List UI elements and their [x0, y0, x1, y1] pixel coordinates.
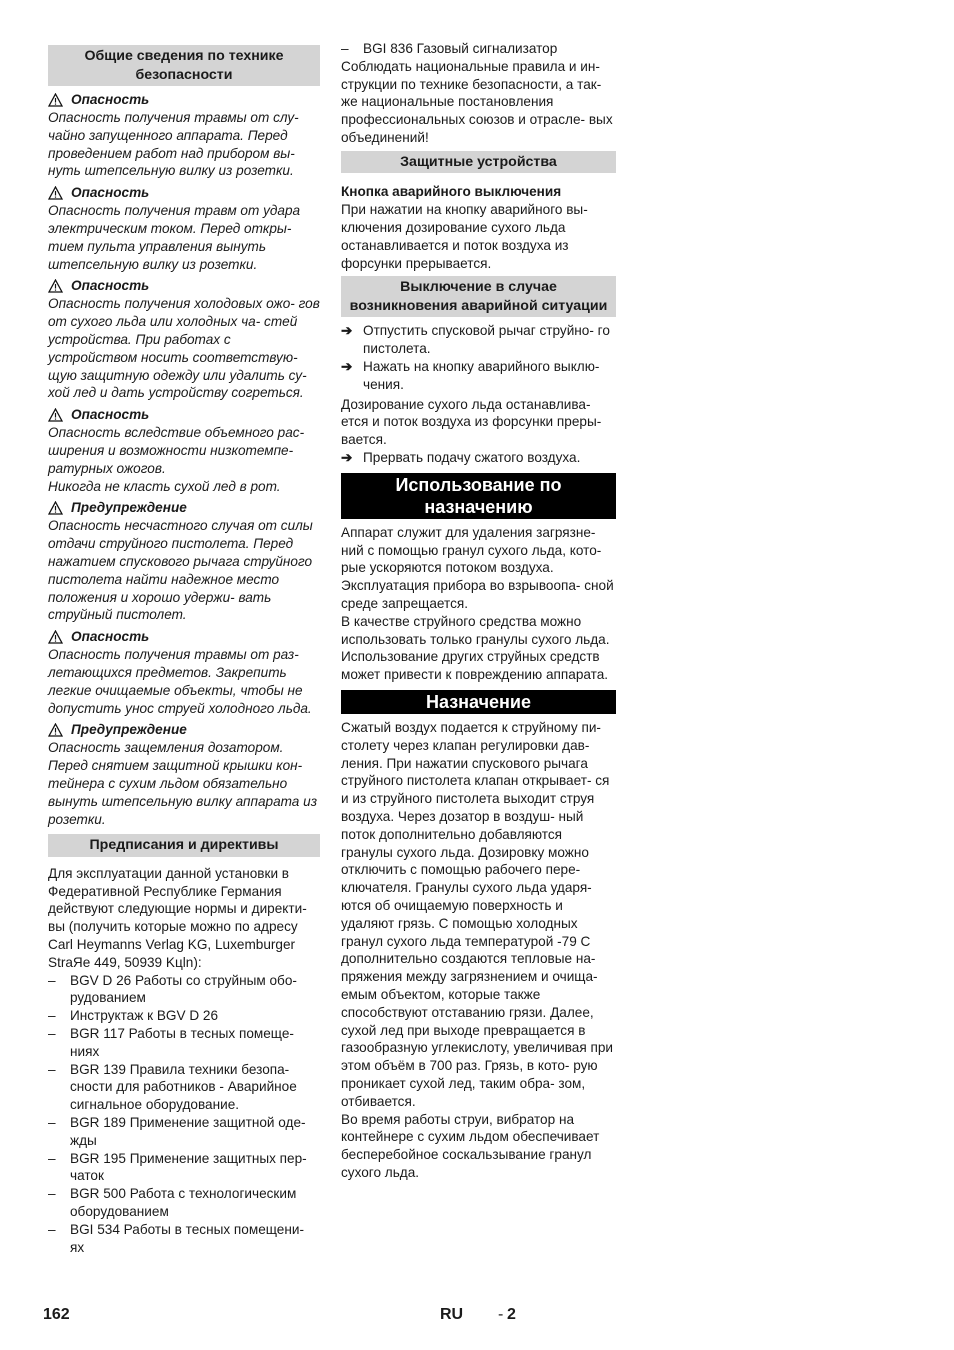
intended-use-text: В качестве струйного средства можно использовать только гранулы сухого льда. Использование других струйных средств может привести к повреждению аппарата. [341, 613, 610, 683]
warning-triangle-icon [48, 630, 63, 644]
regulations-list [48, 972, 320, 1257]
list-item: – BGR 189 Применение защитной оде- жды [48, 1114, 306, 1148]
warning-heading [48, 721, 320, 739]
section-heading-emergency: Выключение в случае возникновения аварийной ситуации [341, 276, 616, 317]
emergency-button-text: При нажатии на кнопку аварийного вы- ключения дозирование сухого льда останавливается и поток воздуха из форсунки прерывается. [341, 202, 588, 271]
list-item: – BGR 500 Работа с технологическим оборудованием [48, 1186, 297, 1219]
warning-heading [48, 628, 320, 646]
list-item: – BGI 836 Газовый сигнализатор [341, 41, 558, 56]
warning-text: Опасность получения холодовых ожо- гов от сухого льда или холодных ча- стей устройства. При работах с устройством носить соответствую- щую защитную одежду или удалить су- хой лед и дать устройству согреться. [48, 296, 320, 401]
warning-heading [48, 91, 320, 109]
warning-text: Опасность вследствие объемного рас- ширения и возможности низкотемпе- ратурных ожогов. [48, 425, 305, 476]
warning-triangle-icon [48, 408, 63, 422]
warning-triangle-icon [48, 279, 63, 293]
warning-text: Опасность несчастного случая от силы отдачи струйного пистолета. Перед нажатием спускового рычага струйного пистолета найти надежное место положения и хорошо удержи- вать струйный пистолет. [48, 518, 313, 623]
warning-text: Никогда не класть сухой лед в рот. [48, 478, 281, 494]
section-heading-safety: Общие сведения по технике безопасности [48, 45, 320, 86]
emergency-button-title: Кнопка аварийного выключения [341, 184, 562, 200]
warning-triangle-icon [48, 186, 63, 200]
instruction-step: ➔ Отпустить спусковой рычаг струйно- го пистолета. [341, 323, 610, 357]
intended-use-text: Аппарат служит для удаления загрязне- ний с помощью гранул сухого льда, кото- рые ускоряются потоком воздуха. Эксплуатация прибора во взрывоопа- сной среде запрещается. [341, 524, 614, 612]
warning-title: Опасность [71, 407, 150, 423]
warning-triangle-icon [48, 501, 63, 515]
emergency-result-text: Дозирование сухого льда останавлива- ется и поток воздуха из форсунки преры- вается. [341, 396, 602, 448]
warning-title: Опасность [71, 278, 150, 294]
warning-title: Опасность [71, 629, 150, 645]
warning-heading [48, 406, 320, 424]
warning-title: Опасность [71, 92, 150, 107]
warning-triangle-icon [48, 723, 63, 737]
section-number: 2 [507, 1306, 516, 1323]
list-item: – BGV D 26 Работы со струйным обо- рудованием [48, 972, 297, 1006]
arrow-right-icon: ➔ [341, 450, 353, 466]
section-heading-regulations: Предписания и директивы [48, 834, 320, 857]
list-item: – Инструктаж к BGV D 26 [48, 1008, 219, 1024]
warning-text: Опасность получения травмы от слу- чайно запущенного аппарата. Перед проведением работ над прибором вы- нуть штепсельную вилку из розетки. [48, 110, 299, 179]
left-column [48, 40, 320, 1256]
warning-heading [48, 277, 320, 295]
warning-title: Предупреждение [71, 500, 187, 516]
purpose-text: Во время работы струи, вибратор на контейнере с сухим льдом обеспечивает бесперебойное соскальзывание гранул сухого льда. [341, 1111, 600, 1180]
warning-title: Предупреждение [71, 722, 187, 738]
purpose-text: Сжатый воздух подается к струйному пи- столету через клапан регулировки дав- ления. При нажатии спускового рычага струйного пистолета клапан открывает- ся и из струйного пистолета выходит струя воздуха. Через дозатор в воздуш- ный поток дополнительно добавляются гранулы сухого льда. Дозировку можно отключить с помощью рабочего пере- ключателя. Гранулы сухого льда ударя- ются об очищаемую поверхность и удаляют грязь. С помощью холодных гранул сухого льда температурой -79 С дополнительно создаются тепловые на- пряжения между загрязнением и очища- емым объектом, которые также способствуют отставанию грязи. Далее, сухой лед при выходе превращается в газообразную углекислоту, увеличивая при этом объём в 700 раз. Грязь, в кото- рую проникает сухой лед, таким обра- зом, отбивается. [341, 720, 613, 1109]
warning-triangle-icon [48, 93, 63, 107]
warning-text: Опасность защемления дозатором. Перед снятием защитной крышки кон- тейнера с сухим льдом обязательно вынуть штепсельную вилку аппарата из розетки. [48, 740, 318, 827]
warning-text: Опасность получения травмы от раз- летающихся предметов. Закрепить легкие очищаемые объекты, чтобы не допустить унос струей холодного льда. [48, 647, 312, 716]
warning-heading [48, 184, 320, 202]
list-item: – BGI 534 Работы в тесных помещени- ях [48, 1221, 304, 1255]
list-item: – BGR 195 Применение защитных пер- чаток [48, 1150, 307, 1184]
section-heading-purpose: Назначение [341, 690, 616, 714]
right-column [341, 40, 616, 1182]
list-item: – BGR 139 Правила техники безопа- сности для работников - Аварийное сигнальное оборудование. [48, 1061, 297, 1113]
section-heading-intended-use: Использование по назначению [341, 473, 616, 519]
instruction-step: ➔ Прервать подачу сжатого воздуха. [341, 450, 581, 466]
warning-text: Опасность получения травм от удара электрическим током. Перед откры- тием пульта управления вынуть штепсельную вилку из розетки. [48, 203, 301, 272]
instruction-step: ➔ Нажать на кнопку аварийного выклю- чения. [341, 359, 600, 392]
list-item: – BGR 117 Работы в тесных помеще- ниях [48, 1025, 294, 1059]
section-heading-protection: Защитные устройства [341, 151, 616, 174]
arrow-right-icon: ➔ [341, 323, 353, 339]
page-separator: - [498, 1306, 504, 1323]
national-rules-text: Соблюдать национальные правила и ин- струкции по технике безопасности, а так- же национальные постановления профессиональных союзов и отрасле- вых объединений! [341, 58, 613, 145]
warning-title: Опасность [71, 185, 150, 201]
page-number: 162 [43, 1306, 70, 1323]
arrow-right-icon: ➔ [341, 359, 353, 375]
warning-heading [48, 499, 320, 517]
language-code: RU [440, 1306, 464, 1323]
regulations-intro: Для эксплуатации данной установки в Федеративной Республике Германия действуют следующие нормы и директи- вы (получить которые можно по адресу Carl Heymanns Verlag KG, Luxemburger StraЯe 449, 50939 Kцln): [48, 865, 307, 970]
